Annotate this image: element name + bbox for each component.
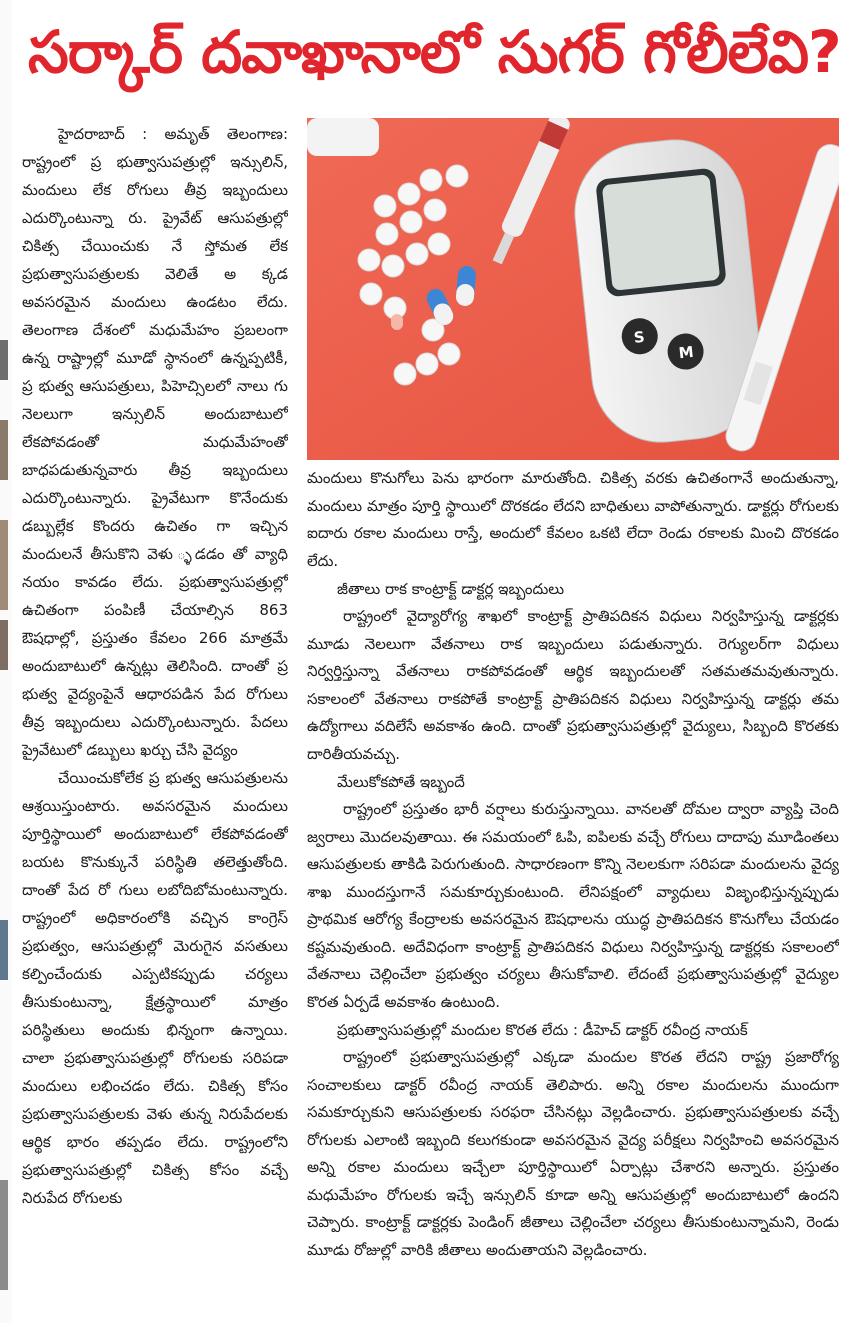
left-paragraph-2: చేయించుకోలేక ప్ర భుత్వ ఆసుపత్రులను ఆశ్రయిస్తుంటారు. అవసరమైన మందులు పూర్తిస్థాయిలో అందుబాటులో లేకపోవడంతో బయట కొనుక్కునే పరిస్థితి తలెత్తుతోంది. దాంతో పేద రో గులు లబోదిబోమంటున్నారు. రాష్ట్రంలో అధికారంలోకి వచ్చిన కాంగ్రెస్ ప్రభుత్వం, ఆసుపత్రుల్లో మెరుగైన వసతులు కల్పించేందుకు ఎప్పటికప్పుడు చర్యలు తీసుకుంటున్నా, క్షేత్రస్థాయిలో మాత్రం పరిస్థితులు అందుకు భిన్నంగా ఉన్నాయి. చాలా ప్రభుత్వాసుపత్రుల్లో రోగులకు సరిపడా మందులు లభించడం లేదు. చికిత్స కోసం ప్రభుత్వాసుపత్రులకు వెళు తున్న నిరుపేదలకు ఆర్థిక భారం తప్పడం లేదు. రాష్ట్రంలోని ప్రభుత్వాసుపత్రుల్లో చికిత్స కోసం వచ్చే నిరుపేద రోగులకు xyxy=(22,769,288,1207)
right-paragraph-2: రాష్ట్రంలో వైద్యారోగ్య శాఖలో కాంట్రాక్ట్ ప్రాతిపదికన విధులు నిర్వహిస్తున్న డాక్టర్లకు మూడు నెలలుగా వేతనాలు రాక ఇబ్బందులు పడుతున్నారు. రెగ్యులర్‌గా విధులు నిర్వర్తిస్తున్నా వేతనాలు రాకపోవడంతో ఆర్థిక ఇబ్బందులతో సతమతమవుతున్నారు. సకాలంలో వేతనాలు రాకపోతే కాంట్రాక్ట్ ప్రాతిపదికన విధులు నిర్వహిస్తున్న డాక్టర్లు తమ ఉద్యోగాలు వదిలేసే అవకాశం ఉంది. దాంతో ప్రభుత్వాసుపత్రుల్లో వైద్యులు, సిబ్బంది కొరతకు దారితీయవచ్చు. xyxy=(307,607,839,763)
adjacent-article-edge xyxy=(0,0,12,1323)
right-paragraph-4: రాష్ట్రంలో ప్రభుత్వాసుపత్రుల్లో ఎక్కడా మందుల కొరత లేదని రాష్ట్ర ప్రజారోగ్య సంచాలకులు డాక్టర్ రవీంద్ర నాయక్ తెలిపారు. అన్ని రకాల మందులను ముందుగా సమకూర్చుకుని ఆసుపత్రులకు సరఫరా చేసినట్లు వెల్లడించారు. ప్రభుత్వాసుపత్రులకు వచ్చే రోగులకు ఎలాంటి ఇబ్బంది కలుగకుండా అవసరమైన వైద్య పరీక్షలు నిర్వహించి అవసరమైన అన్ని రకాల మందులు ఇచ్చేలా పూర్తిస్థాయిలో ఏర్పాట్లు చేశారని అన్నారు. ప్రస్తుతం మధుమేహం రోగులకు ఇచ్చే ఇన్సులిన్ కూడా అన్ని ఆసుపత్రుల్లో అందుబాటులో ఉందని చెప్పారు. కాంట్రాక్ట్ డాక్టర్లకు పెండింగ్ జీతాలు చెల్లించేలా చర్యలు తీసుకుంటున్నామని, రెండు మూడు రోజుల్లో వారికి జీతాలు అందుతాయని వెల్లడించారు. xyxy=(307,1048,839,1259)
article-headline: సర్కార్ దవాఖానాలో సుగర్ గోలీలేవి? xyxy=(28,18,841,86)
left-paragraph-1: హైదరాబాద్ : అమృత్ తెలంగాణ: రాష్ట్రంలో ప్ర భుత్వాసుపత్రుల్లో ఇన్సులిన్, మందులు లేక రోగులు తీవ్ర ఇబ్బందులు ఎదుర్కొంటున్నా రు. ప్రైవేట్ ఆసుపత్రుల్లో చికిత్స చేయించుకు నే స్తోమత లేక ప్రభుత్వాసుపత్రులకు వెలితే అ క్కడ అవసరమైన మందులు ఉండటం లేదు. తెలంగాణ దేశంలో మధుమేహం ప్రబలంగా ఉన్న రాష్ట్రాల్లో మూడో స్థానంలో ఉన్నప్పటికీ, ప్ర భుత్వ ఆసుపత్రులు, పిహెచ్సిలలో నాలు గు నెలలుగా ఇన్సులిన్ అందుబాటులో లేకపోవడంతో మధుమేహంతో బాధపడుతున్నవారు తీవ్ర ఇబ్బందులు ఎదుర్కొంటున్నారు. ప్రైవేటుగా కొనేందుకు డబ్బుల్లేక కొందరు ఉచితం గా ఇచ్చిన మందులనే తీసుకొని వెళు ్ళడడం తో వ్యాధి నయం కావడం లేదు. ప్రభుత్వాసుపత్రుల్లో ఉచితంగా పంపిణీ చేయాల్సిన 863 ఔషధాల్లో, ప్రస్తుతం కేవలం 266 మాత్రమే అందుబాటులో ఉన్నట్లు తెలిసింది. దాంతో ప్ర భుత్వ వైద్యంపైనే ఆధారపడిన పేద రోగులు తీవ్ర ఇబ్బందులు ఎదుర్కొంటున్నారు. పేదలు ప్రైవేటులో డబ్బులు ఖర్చు చేసి వైద్యం xyxy=(22,125,288,759)
meter-button-s: S xyxy=(632,327,646,347)
pill-jar xyxy=(307,118,379,156)
subheading-warning: మేలుకోకపోతే ఇబ్బందే xyxy=(337,773,465,791)
meter-button-m: M xyxy=(677,342,695,363)
diabetes-photo-illustration xyxy=(307,118,839,460)
left-column xyxy=(22,120,288,1315)
right-paragraph-3: రాష్ట్రంలో ప్రస్తుతం భారీ వర్షాలు కురుస్తున్నాయి. వానలతో దోమల ద్వారా వ్యాప్తి చెంది జ్వరాలు మొదలవుతాయి. ఈ సమయంలో ఓపి, ఐపిలకు వచ్చే రోగులు దాదాపు మూడింతలు ఆసుపత్రులకు తాకిడి పెరుగుతుంది. సాధారణంగా కొన్ని నెలలకుగా సరిపడా మందులను వైద్య శాఖ ముందస్తుగానే సమకూర్చుకుంటుంది. లేనిపక్షంలో వ్యాధులు విజృంభిస్తున్నప్పుడు ప్రాథమిక ఆరోగ్య కేంద్రాలకు అవసరమైన ఔషధాలను యుద్ధ ప్రాతిపదికన కొనుగోలు చేయడం కష్టమవుతుంది. అదేవిధంగా కాంట్రాక్ట్ ప్రాతిపదికన విధులు నిర్వహిస్తున్న డాక్టర్లకు సకాలంలో వేతనాలు చెల్లించేలా ప్రభుత్వం చర్యలు తీసుకోవాలి. లేదంటే ప్రభుత్వాసుపత్రుల్లో వైద్యుల కొరత ఏర్పడే అవకాశం ఉంటుంది. xyxy=(307,800,839,1011)
diabetes-photo xyxy=(307,118,839,460)
subheading-dh-statement: ప్రభుత్వాసుపత్రుల్లో మందుల కొరత లేదు : డీహెచ్ డాక్టర్ రవీంద్ర నాయక్ xyxy=(337,1021,748,1039)
right-column xyxy=(307,465,839,1317)
subheading-contract-doctors: జీతాలు రాక కాంట్రాక్ట్ డాక్టర్ల ఇబ్బందులు xyxy=(337,580,565,598)
right-paragraph-1: మందులు కొనుగోలు పెను భారంగా మారుతోంది. చికిత్స వరకు ఉచితంగానే అందుతున్నా, మందులు మాత్రం పూర్తి స్థాయిలో దొరకడం లేదని బాధితులు వాపోతున్నారు. డాక్టర్లు రోగులకు ఐదారు రకాల మందులు రాస్తే, అందులో కేవలం ఒకటి లేదా రెండు రకాలకు మించి దొరకడం లేదు. xyxy=(307,469,839,570)
